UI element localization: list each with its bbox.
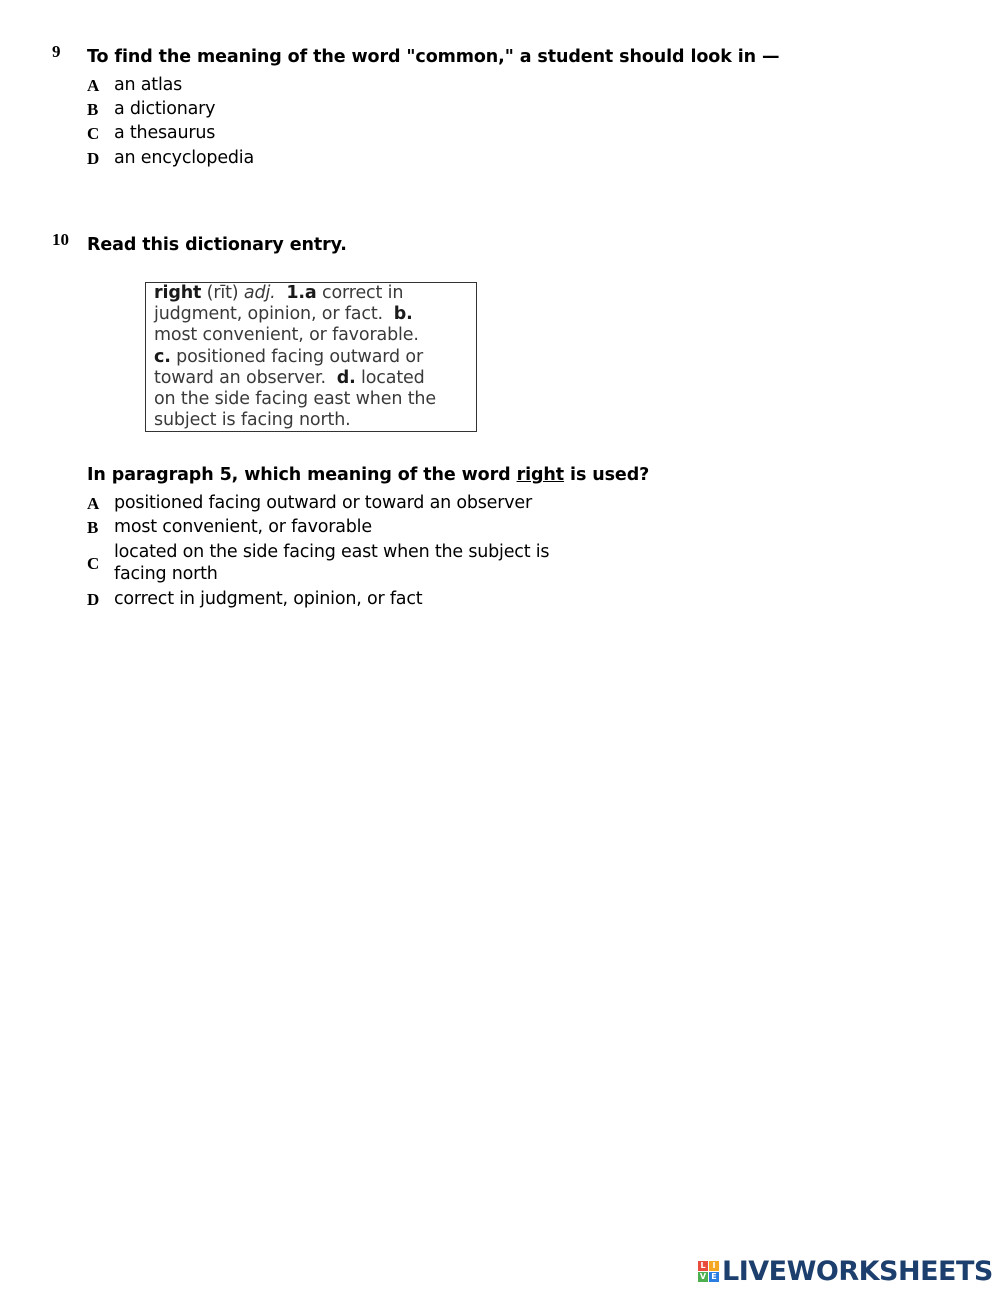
q10-option-c-letter: C: [87, 554, 100, 573]
question-9-number: 9: [52, 42, 61, 61]
q9-option-c-letter: C: [87, 124, 100, 143]
question-10-stem: Read this dictionary entry.: [87, 235, 347, 255]
dict-line-5: toward an observer. d. located: [154, 367, 425, 388]
q9-option-d-text[interactable]: an encyclopedia: [114, 148, 254, 168]
logo-text: LIVEWORKSHEETS: [722, 1255, 993, 1287]
q10-option-b-letter: B: [87, 518, 99, 537]
dict-line-2: judgment, opinion, or fact. b.: [154, 304, 413, 325]
q9-option-a-letter: A: [87, 76, 100, 95]
q9-option-c-text[interactable]: a thesaurus: [114, 123, 216, 143]
dict-line-1: right (rīt) adj. 1.a correct in: [154, 283, 404, 303]
q9-option-b-letter: B: [87, 100, 99, 119]
dict-line-3: most convenient, or favorable.: [154, 325, 419, 346]
q10-option-a-letter: A: [87, 494, 100, 513]
question-9-stem: To find the meaning of the word "common," a student should look in —: [87, 47, 780, 67]
logo-tile-e: E: [709, 1272, 719, 1282]
logo-tile-l: L: [698, 1261, 708, 1271]
q10-option-b-text[interactable]: most convenient, or favorable: [114, 517, 372, 537]
liveworksheets-logo-icon: [698, 1261, 719, 1282]
q10-option-d-letter: D: [87, 590, 100, 609]
logo-tile-v: V: [699, 1271, 707, 1281]
q9-option-b-text[interactable]: a dictionary: [114, 99, 216, 119]
dict-line-7: subject is facing north.: [154, 410, 351, 431]
q10-option-c-text-line2[interactable]: facing north: [114, 564, 218, 584]
q10-option-c-text-line1[interactable]: located on the side facing east when the subject is: [114, 542, 550, 562]
question-10-prompt: In paragraph 5, which meaning of the word right is used?: [87, 465, 650, 485]
dict-line-4: c. positioned facing outward or: [154, 346, 423, 367]
dictionary-entry-box: [145, 282, 477, 432]
logo-tile-i: I: [709, 1261, 719, 1271]
question-10-number: 10: [52, 230, 69, 249]
q10-option-d-text[interactable]: correct in judgment, opinion, or fact: [114, 589, 423, 609]
keyword-right: right: [516, 465, 565, 485]
liveworksheets-logo: [698, 1256, 993, 1286]
q9-option-d-letter: D: [87, 149, 100, 168]
dict-line-6: on the side facing east when the: [154, 389, 436, 410]
q10-option-a-text[interactable]: positioned facing outward or toward an observer: [114, 493, 532, 513]
q9-option-a-text[interactable]: an atlas: [114, 75, 183, 95]
